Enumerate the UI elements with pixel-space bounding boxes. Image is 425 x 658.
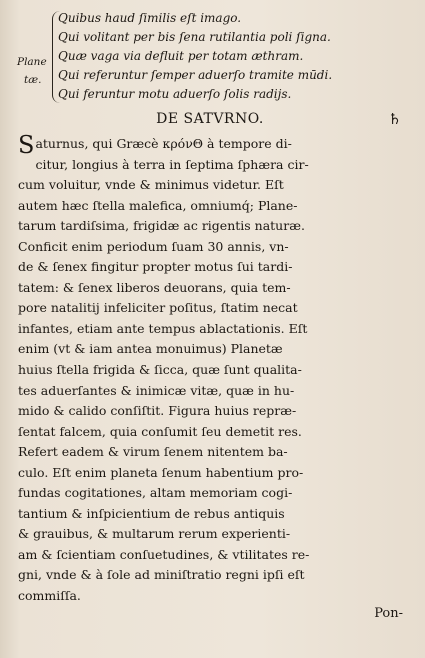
body-line: culo. Eſt enim planeta ſenum habentium pro- <box>18 464 304 480</box>
body-text <box>18 131 363 607</box>
body-line: tantium & inſpicientium de rebus antiquis <box>18 505 285 521</box>
margin-note-line: tæ. <box>24 74 42 86</box>
margin-note <box>17 53 53 89</box>
body-line: gni, vnde & à ſole ad miniſtratio regni ipſi eſt <box>18 567 305 583</box>
body-line: enim (vt & iam antea monuimus) Planetæ <box>18 341 283 357</box>
verse-line: Qui referuntur ſemper aduerſo tramite mūdi. <box>58 68 333 82</box>
body-line: tes aduerſantes & inimicæ vitæ, quæ in hu- <box>18 382 295 398</box>
verse-line: Quæ vaga via defluit per totam æthram. <box>58 49 304 63</box>
body-line: pore natalitij infeliciter poſitus, ſtatim necat <box>18 300 298 316</box>
body-line: mido & calido conſiſtit. Figura huius repræ- <box>18 403 297 419</box>
body-line: fundas cogitationes, altam memoriam cogi- <box>18 485 293 501</box>
body-line: tarum tardiſsima, frigidæ ac rigentis naturæ. <box>18 218 305 234</box>
body-line: tatem: & ſenex liberos deuorans, quia tem- <box>18 279 291 295</box>
margin-note-line: Plane <box>17 56 47 68</box>
saturn-symbol-icon: ♄ <box>388 110 402 128</box>
body-line: aturnus, qui Græcè κρόνΘ à tempore di- <box>35 136 292 151</box>
body-line: commiſſa. <box>18 588 81 604</box>
body-line: autem hæc ſtella malefica, omniumq́; Plane- <box>18 197 298 213</box>
body-line: Refert eadem & virum ſenem nitentem ba- <box>18 444 288 460</box>
body-line: Conficit enim periodum ſuam 30 annis, vn- <box>18 238 289 254</box>
verse-block <box>58 9 398 104</box>
body-line: de & ſenex fingitur propter motus ſui tardi- <box>18 259 293 275</box>
body-line: citur, longius à terra in ſeptima ſphæra cir- <box>35 156 309 172</box>
body-line: cum voluitur, vnde & minimus videtur. Eſt <box>18 177 284 193</box>
body-line: infantes, etiam ante tempus ablactationis. Eſt <box>18 320 308 336</box>
catchword: Pon- <box>374 606 403 621</box>
section-heading: DE SATVRNO. <box>156 111 264 127</box>
body-line: am & ſcientiam conſuetudines, & vtilitates re- <box>18 546 310 562</box>
body-line: ſentat falcem, quia conſumit ſeu demetit res. <box>18 423 302 439</box>
drop-cap: S <box>18 131 35 159</box>
verse-line: Qui volitant per bis ſena rutilantia poli ſigna. <box>58 30 331 44</box>
body-line: huius ſtella frigida & ſicca, quæ ſunt qualita- <box>18 362 302 378</box>
verse-line: Quibus haud ſimilis eſt imago. <box>58 11 242 25</box>
verse-line: Qui feruntur motu aduerſo ſolis radijs. <box>58 87 292 101</box>
body-line: & grauibus, & multarum rerum experienti- <box>18 526 291 542</box>
